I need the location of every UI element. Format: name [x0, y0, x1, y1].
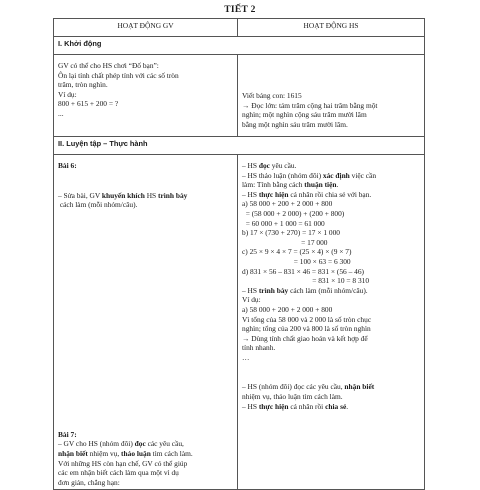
text-line: → Đọc lớn: tám trăm cộng hai trăm bằng một — [242, 100, 378, 110]
text-line: nhiệm vụ, thảo luận tìm cách làm. — [242, 392, 343, 402]
text-line: – HS trình bày cách làm (mỗi nhóm/câu). — [242, 285, 368, 295]
text-line: tính nhanh. — [242, 343, 276, 353]
text-line: cách làm (mỗi nhóm/câu). — [58, 200, 138, 210]
text-line: GV có thể cho HS chơi “Đố bạn”: — [58, 61, 159, 70]
practice-teacher-cell — [54, 155, 238, 490]
text-line: nghìn; tổng của 200 và 800 là số tròn nghìn — [242, 324, 371, 334]
text-line: a) 58 000 + 200 + 2 000 + 800 — [242, 304, 333, 314]
column-header-row — [54, 19, 425, 37]
text-line: Ôn lại tính chất phép tính với các số tròn — [58, 70, 179, 80]
text-line: – HS thực hiện cá nhân rồi chia sẻ với bạn. — [242, 189, 372, 199]
text-line: … — [242, 352, 250, 362]
text-line: Vì tổng của 58 000 và 2 000 là số tròn chục — [242, 314, 372, 324]
section-row-practice — [54, 137, 425, 155]
text-line: – HS thảo luận (nhóm đôi) xác định việc cần — [242, 170, 377, 180]
practice-content-row — [54, 155, 425, 490]
text-line: các em nhận biết cách làm qua một vì dụ — [58, 468, 179, 478]
section-row-warmup — [54, 37, 425, 55]
calc-line: = 17 000 — [242, 237, 328, 247]
student-column-header: HOẠT ĐỘNG HS — [238, 19, 425, 37]
text-line: – GV cho HS (nhóm đôi) đọc các yêu cầu, — [58, 439, 184, 449]
calc-line: d) 831 × 56 – 831 × 46 = 831 × (56 – 46) — [242, 266, 364, 276]
text-line: – HS (nhóm đôi) đọc các yêu cầu, nhận biết — [242, 382, 375, 392]
text-line: Với những HS còn hạn chế, GV có thể giúp — [58, 458, 188, 468]
practice-student-cell — [238, 155, 425, 490]
calc-line: = 60 000 + 1 000 = 61 000 — [242, 218, 325, 228]
text-line: 800 + 615 + 200 = ? — [58, 99, 119, 109]
text-line: Ví dụ: — [58, 89, 77, 99]
text-line: Viết bảng con: 1615 — [242, 91, 302, 100]
text-line: – HS thực hiện cá nhân rồi chia sẻ. — [242, 401, 349, 411]
calc-line: b) 17 × (730 + 270) = 17 × 1 000 — [242, 228, 340, 238]
warmup-student-cell — [238, 55, 425, 137]
calc-line: = (58 000 + 2 000) + (200 + 800) — [242, 208, 345, 218]
section-heading-practice: II. Luyện tập – Thực hành — [54, 137, 425, 155]
lesson-table — [53, 18, 425, 490]
teacher-column-header: HOẠT ĐỘNG GV — [54, 19, 238, 37]
text-line: – HS đọc yêu cầu. — [242, 161, 297, 170]
warmup-teacher-cell — [54, 55, 238, 137]
calc-line: = 100 × 63 = 6 300 — [242, 256, 351, 266]
text-line: bằng một nghìn sáu trăm mười lăm. — [242, 119, 348, 129]
page-title: TIẾT 2 — [224, 5, 256, 15]
exercise-6-label: Bài 6: — [58, 161, 77, 170]
text-line: làm: Tính bằng cách thuận tiện. — [242, 180, 339, 190]
section-heading-warmup: I. Khởi động — [54, 37, 425, 55]
text-line: – Sửa bài, GV khuyến khích HS trình bày — [58, 190, 188, 200]
calc-line: c) 25 × 9 × 4 × 7 = (25 × 4) × (9 × 7) — [242, 247, 352, 257]
text-line: → Dùng tính chất giao hoán và kết hợp để — [242, 333, 368, 343]
text-line: nhận biết nhiệm vụ, thảo luận tìm cách làm. — [58, 448, 193, 458]
text-line: nghìn; một nghìn cộng sáu trăm mười lăm — [242, 110, 367, 120]
calc-line: a) 58 000 + 200 + 2 000 + 800 — [242, 199, 333, 209]
exercise-7-label: Bài 7: — [58, 429, 77, 439]
warmup-content-row — [54, 55, 425, 137]
calc-line: = 831 × 10 = 8 310 — [242, 276, 370, 286]
text-line: ... — [58, 108, 64, 118]
text-line: Ví dụ: — [242, 295, 261, 305]
text-line: trăm, tròn nghìn. — [58, 80, 108, 90]
text-line: đơn giản, chẳng hạn: — [58, 477, 120, 487]
